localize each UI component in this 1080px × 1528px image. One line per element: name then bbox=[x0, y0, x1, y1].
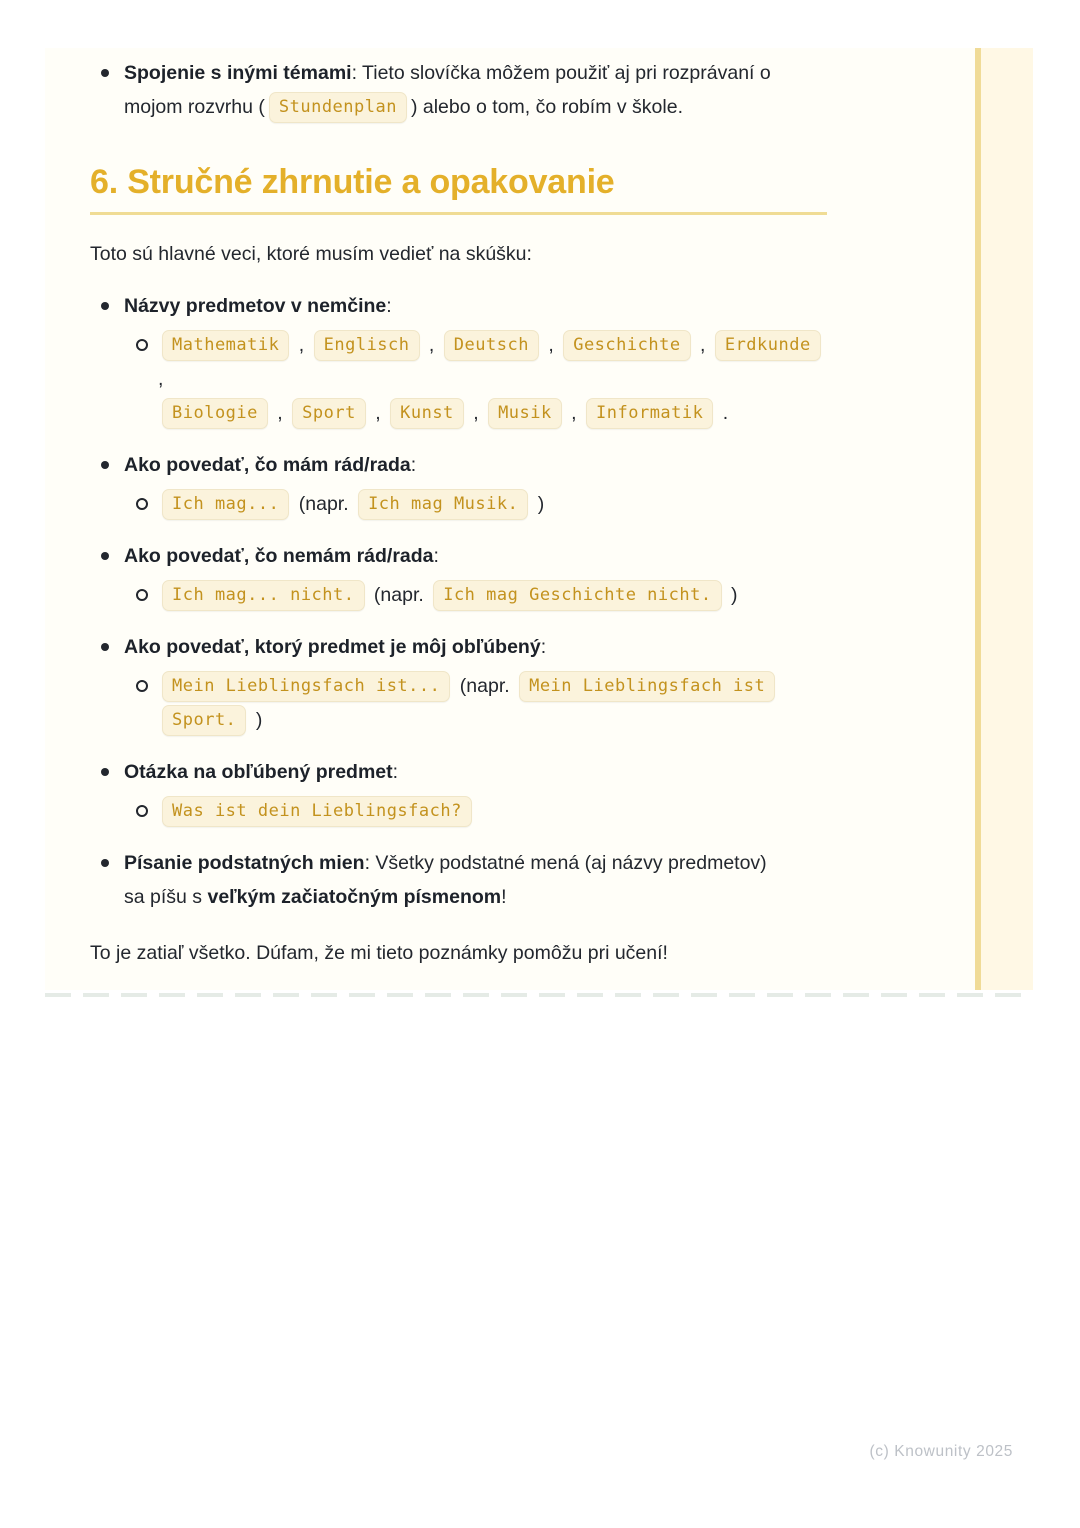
circle-marker-icon bbox=[136, 589, 148, 601]
code-chip: Deutsch bbox=[444, 330, 539, 361]
bullet-dot-icon bbox=[101, 302, 109, 310]
bullet-item: Ako povedať, čo mám rád/rada: bbox=[90, 448, 827, 482]
bullet-dot-icon bbox=[101, 69, 109, 77]
code-chip: Ich mag Geschichte nicht. bbox=[433, 580, 721, 611]
bold-text: Spojenie s inými témami bbox=[124, 62, 352, 84]
circle-marker-icon bbox=[136, 339, 148, 351]
code-chip: Ich mag Musik. bbox=[358, 489, 528, 520]
code-chip: Englisch bbox=[314, 330, 420, 361]
sub-bullet-item: Ich mag... nicht. (napr. Ich mag Geschichte nicht. ) bbox=[90, 578, 827, 612]
code-chip: Sport bbox=[292, 398, 366, 429]
bold-text: Písanie podstatných mien bbox=[124, 852, 365, 874]
bold-text: Ako povedať, ktorý predmet je môj obľúbený bbox=[124, 636, 541, 658]
code-chip: Kunst bbox=[390, 398, 464, 429]
bold-text: Názvy predmetov v nemčine bbox=[124, 295, 387, 317]
sub-bullet-item: Ich mag... (napr. Ich mag Musik. ) bbox=[90, 487, 827, 521]
copyright-footer: (c) Knowunity 2025 bbox=[869, 1443, 1013, 1460]
bullet-item: Písanie podstatných mien: Všetky podstatné mená (aj názvy predmetov) sa píšu s veľkým začiatočným písmenom! bbox=[90, 846, 827, 914]
bullet-dot-icon bbox=[101, 768, 109, 776]
code-chip: Biologie bbox=[162, 398, 268, 429]
bold-text: Ako povedať, čo nemám rád/rada bbox=[124, 545, 434, 567]
bold-text: veľkým začiatočným písmenom bbox=[207, 886, 502, 908]
bold-text: Otázka na obľúbený predmet bbox=[124, 761, 393, 783]
circle-marker-icon bbox=[136, 680, 148, 692]
bullet-item: Spojenie s inými témami: Tieto slovíčka môžem použiť aj pri rozprávaní o mojom rozvrhu ( Stundenplan ) alebo o tom, čo robím v škole. bbox=[90, 56, 827, 124]
document-content bbox=[90, 48, 827, 970]
bullet-item: Otázka na obľúbený predmet: bbox=[90, 755, 827, 789]
code-chip: Ich mag... nicht. bbox=[162, 580, 365, 611]
circle-marker-icon bbox=[136, 805, 148, 817]
bullet-dot-icon bbox=[101, 461, 109, 469]
bold-text: Ako povedať, čo mám rád/rada bbox=[124, 454, 411, 476]
code-chip: Informatik bbox=[586, 398, 713, 429]
notes-page-card bbox=[45, 48, 1033, 990]
sub-bullet-item bbox=[90, 794, 827, 828]
paragraph: To je zatiaľ všetko. Dúfam, že mi tieto poznámky pomôžu pri učení! bbox=[90, 942, 668, 964]
code-chip: Mein Lieblingsfach ist... bbox=[162, 671, 450, 702]
bullet-item: Názvy predmetov v nemčine: bbox=[90, 289, 827, 323]
circle-marker-icon bbox=[136, 498, 148, 510]
section-heading: 6. Stručné zhrnutie a opakovanie bbox=[90, 162, 827, 215]
right-margin-stripe bbox=[981, 48, 1033, 990]
code-chip: Ich mag... bbox=[162, 489, 289, 520]
bullet-item: Ako povedať, ktorý predmet je môj obľúbený: bbox=[90, 630, 827, 664]
code-chip: Erdkunde bbox=[715, 330, 821, 361]
bullet-dot-icon bbox=[101, 552, 109, 560]
paragraph: Toto sú hlavné veci, ktoré musím vedieť na skúšku: bbox=[90, 243, 532, 265]
code-chip: Mein Lieblingsfach ist bbox=[519, 671, 775, 702]
code-chip: Geschichte bbox=[563, 330, 690, 361]
bullet-dot-icon bbox=[101, 643, 109, 651]
sub-bullet-item: Mathematik , Englisch , Deutsch , Geschichte , Erdkunde , Biologie , Sport , Kunst , Musik , Informatik . bbox=[90, 328, 827, 430]
code-chip: Mathematik bbox=[162, 330, 289, 361]
bullet-dot-icon bbox=[101, 859, 109, 867]
code-chip: Sport. bbox=[162, 705, 246, 736]
code-chip: Was ist dein Lieblingsfach? bbox=[162, 796, 472, 827]
bullet-item: Ako povedať, čo nemám rád/rada: bbox=[90, 539, 827, 573]
code-chip: Musik bbox=[488, 398, 562, 429]
code-chip: Stundenplan bbox=[269, 92, 407, 123]
sub-bullet-item: Mein Lieblingsfach ist... (napr. Mein Lieblingsfach ist Sport. ) bbox=[90, 669, 827, 737]
